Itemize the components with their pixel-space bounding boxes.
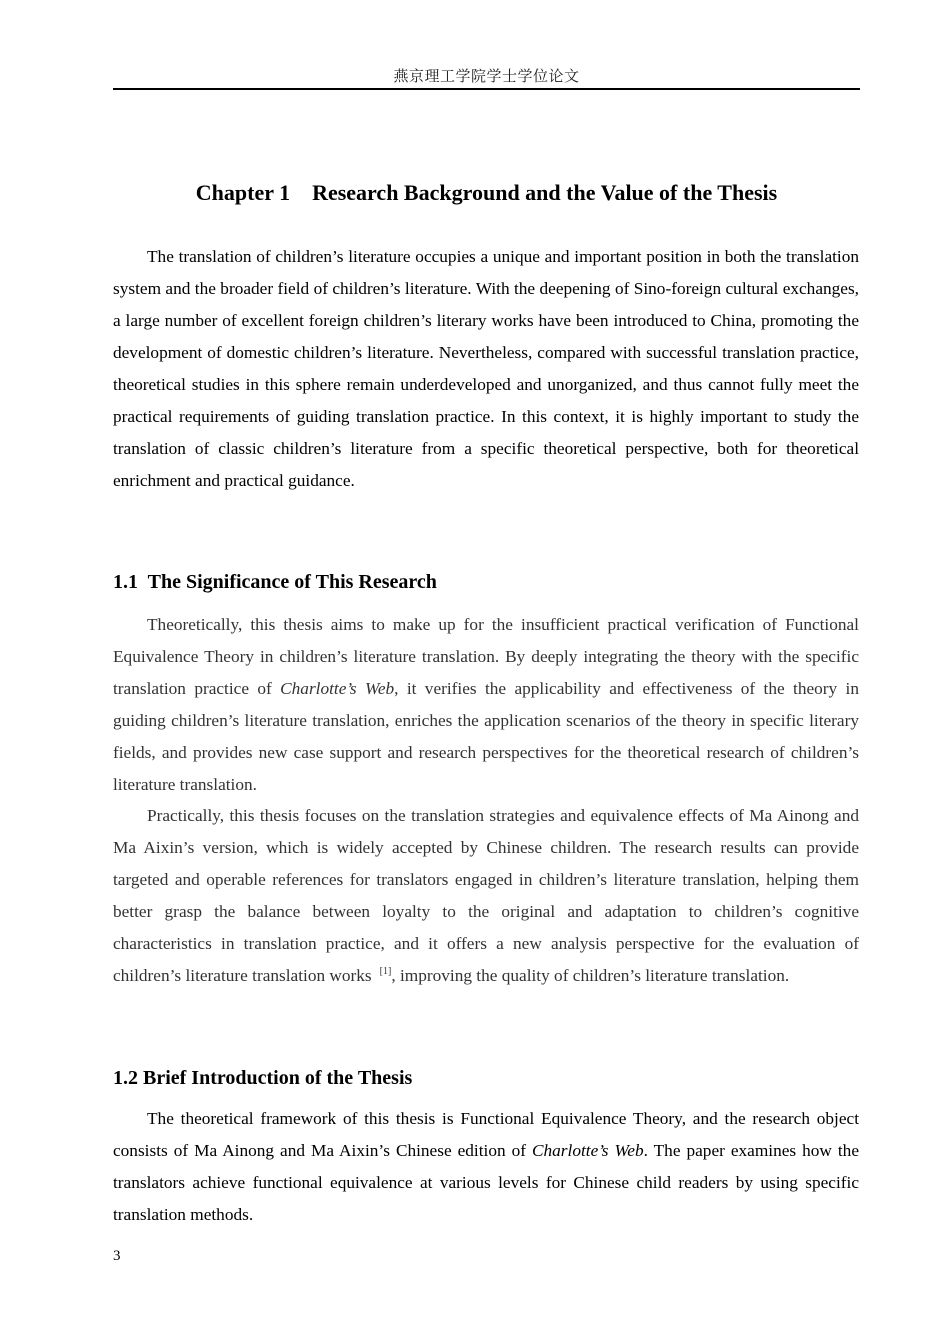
chapter-intro-paragraph: The translation of children’s literature occupies a unique and important position in both the translation system and the broader field of children’s literature. With the deepening of Sino-foreign cultural exchanges, a large number of excellent foreign children’s literary works have been introduced to China, promoting the development of domestic children’s literature. Nevertheless, compared with successful translation practice, theoretical studies in this sphere remain underdeveloped and unorganized, and thus cannot fully meet the practical requirements of guiding translation practice. In this context, it is highly important to study the translation of classic children’s literature from a specific theoretical perspective, both for theoretical enrichment and practical guidance.: [113, 247, 859, 490]
section-1-1-paragraph-1: [113, 609, 859, 801]
paragraph-text: Practically, this thesis focuses on the translation strategies and equivalence effects of Ma Ainong and Ma Aixin’s version, which is widely accepted by Chinese children. The research results can provide targeted and operable references for translators engaged in children’s literature translation, helping them better grasp the balance between loyalty to the original and adaptation to children’s cognitive characteristics in translation practice, and it offers a new analysis perspective for the evaluation of children’s literature translation works: [113, 806, 859, 985]
section-1-1-paragraph-2: [113, 800, 859, 992]
section-1-2-title: 1.2 Brief Introduction of the Thesis: [113, 1067, 413, 1089]
citation-marker: [1]: [379, 966, 392, 978]
paragraph-text: . The paper examines how the translators achieve functional equivalence at various levels for Chinese child readers by using specific translation methods.: [113, 1141, 859, 1224]
paragraph-text: The theoretical framework of this thesis is Functional Equivalence Theory, and the research object consists of Ma Ainong and Ma Aixin’s Chinese edition of: [113, 1109, 859, 1160]
page-header: 燕京理工学院学士学位论文: [113, 66, 860, 90]
book-title: Charlotte’s Web: [280, 679, 395, 698]
book-title: Charlotte’s Web: [532, 1141, 644, 1160]
paragraph-text: , improving the quality of children’s literature translation.: [391, 966, 790, 985]
chapter-title: Chapter 1 Research Background and the Value of the Thesis: [195, 180, 778, 205]
section-1-1-title: 1.1 The Significance of This Research: [113, 571, 437, 593]
page-number: 3: [113, 1248, 121, 1264]
paragraph-text: Theoretically, this thesis aims to make up for the insufficient practical verification of Functional Equivalence Theory in children’s literature translation. By deeply integrating the theory with the specific translation practice of: [113, 615, 859, 698]
paragraph-text: , it verifies the applicability and effectiveness of the theory in guiding children’s literature translation, enriches the application scenarios of the theory in specific literary fields, and provides new case support and research perspectives for the theoretical research of children’s literature translation.: [113, 679, 860, 794]
section-1-2-paragraph-1: [113, 1103, 859, 1231]
